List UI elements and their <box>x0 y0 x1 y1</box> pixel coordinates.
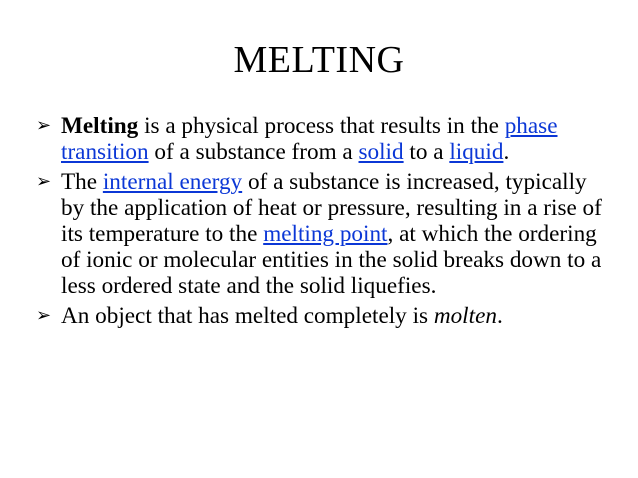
term-molten: molten <box>433 303 497 329</box>
bullet-melting-definition <box>36 113 611 165</box>
slide-title: MELTING <box>233 39 405 81</box>
link-phase-transition[interactable]: phase transition <box>61 113 558 165</box>
bullet-text: is a physical process that results in the <box>138 113 505 139</box>
bullet-list <box>36 113 611 333</box>
term-melting: Melting <box>61 113 139 139</box>
bullet-text: to a <box>403 139 450 165</box>
bullet-text: of a substance from a <box>148 139 359 165</box>
arrowhead-bullet-icon: ➢ <box>36 115 52 136</box>
bullet-text: . <box>496 303 503 329</box>
arrowhead-bullet-icon: ➢ <box>36 171 52 192</box>
bullet-internal-energy <box>36 169 611 299</box>
link-internal-energy[interactable]: internal energy <box>102 169 243 195</box>
bullet-text: , at which the ordering of ionic or molecular entities in the solid breaks down to a less ordered state and the solid liquefies. <box>61 221 602 299</box>
link-melting-point[interactable]: melting point <box>263 221 388 247</box>
link-solid[interactable]: solid <box>358 139 404 165</box>
bullet-molten <box>36 303 611 329</box>
bullet-text: An object that has melted completely is <box>61 303 434 329</box>
bullet-text: of a substance is increased, typically by the application of heat or pressure, resulting in a rise of its temperature to the <box>61 169 602 247</box>
link-liquid[interactable]: liquid <box>449 139 504 165</box>
bullet-text: . <box>503 139 510 165</box>
arrowhead-bullet-icon: ➢ <box>36 305 52 326</box>
bullet-text: The <box>61 169 103 195</box>
